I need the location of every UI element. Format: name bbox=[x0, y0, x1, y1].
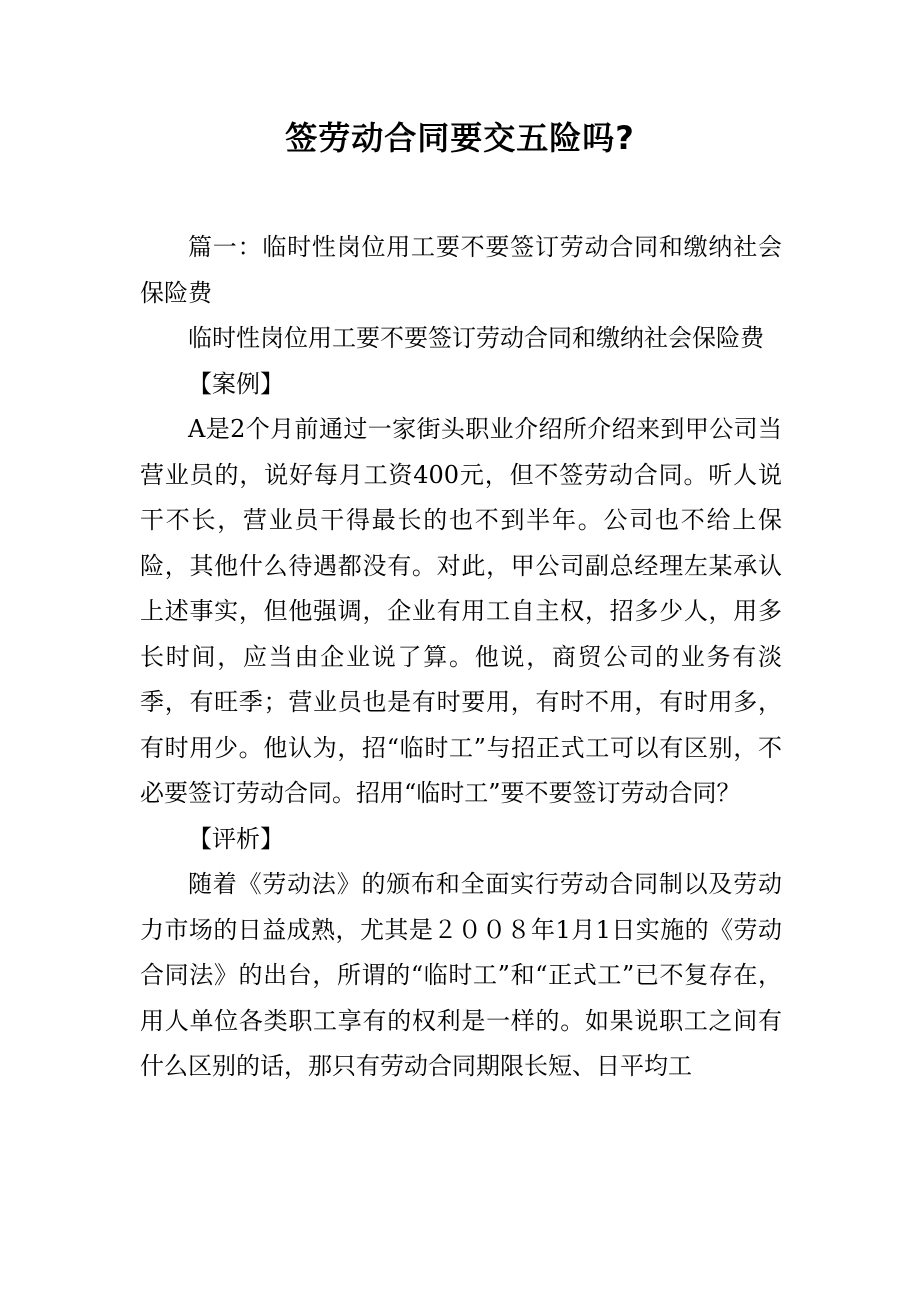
subtitle-paragraph: 临时性岗位用工要不要签订劳动合同和缴纳社会保险费 bbox=[188, 324, 764, 352]
document-body bbox=[140, 225, 782, 1090]
case-paragraph: A是2个月前通过一家街头职业介绍所介绍来到甲公司当营业员的，说好每月工资400元，但不签劳动合同。听人说干不长，营业员干得最长的也不到半年。公司也不给上保险，其他什么待遇都没有。对此，甲公司副总经理左某承认上述事实，但他强调，企业有用工自主权，招多少人，用多长时间，应当由企业说了算。他说，商贸公司的业务有淡季，有旺季；营业员也是有时要用，有时不用，有时用多，有时用少。他认为，招“临时工”与招正式工可以有区别，不必要签订劳动合同。招用“临时工”要不要签订劳动合同？ bbox=[140, 415, 782, 807]
analysis-paragraph: 随着《劳动法》的颁布和全面实行劳动合同制以及劳动力市场的日益成熟，尤其是２００８年1月1日实施的《劳动合同法》的出台，所谓的“临时工”和“正式工”已不复存在，用人单位各类职工享有的权利是一样的。如果说职工之间有什么区别的话，那只有劳动合同期限长短、日平均工 bbox=[140, 870, 782, 1080]
section-heading-paragraph: 篇一：临时性岗位用工要不要签订劳动合同和缴纳社会保险费 bbox=[140, 233, 782, 307]
case-label: 【案例】 bbox=[188, 369, 284, 398]
document-title: 签劳动合同要交五险吗? bbox=[285, 119, 635, 157]
analysis-label: 【评析】 bbox=[188, 824, 284, 853]
